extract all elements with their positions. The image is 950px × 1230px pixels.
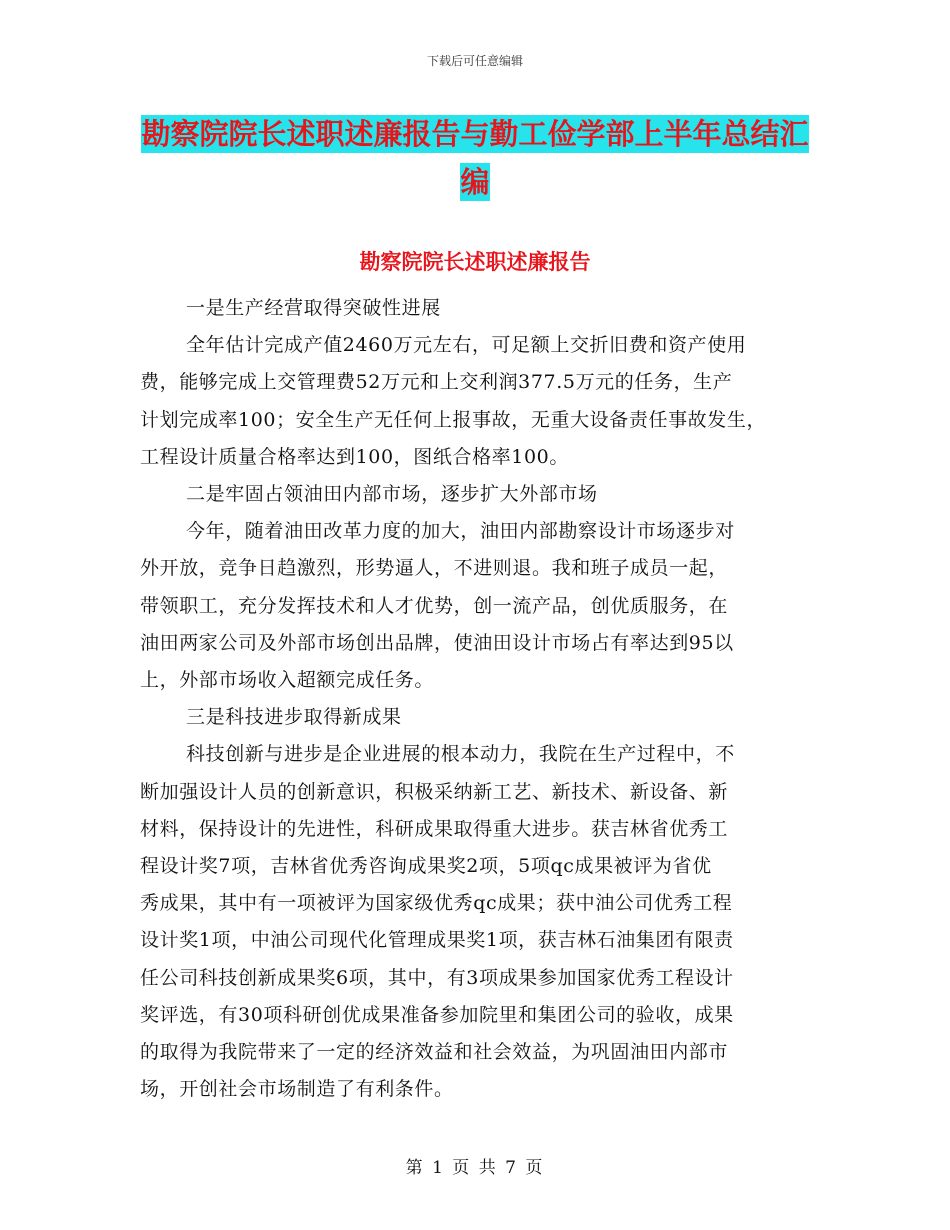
document-title-line-2: 编 (460, 165, 490, 199)
section-title: 勘察院院长述职述廉报告 (359, 250, 591, 274)
paragraph-line: 油田两家公司及外部市场创出品牌，使油田设计市场占有率达到95以 (140, 631, 734, 654)
paragraph-line: 任公司科技创新成果奖6项，其中，有3项成果参加国家优秀工程设计 (140, 966, 734, 989)
paragraph-heading: 二是牢固占领油田内部市场，逐步扩大外部市场 (186, 483, 598, 506)
paragraph-line: 秀成果，其中有一项被评为国家级优秀qc成果；获中油公司优秀工程 (140, 892, 733, 915)
paragraph-line: 费，能够完成上交管理费52万元和上交利润377.5万元的任务，生产 (140, 371, 733, 394)
paragraph-line: 场，开创社会市场制造了有利条件。 (140, 1078, 454, 1101)
paragraph-line: 科技创新与进步是企业进展的根本动力，我院在生产过程中，不 (186, 743, 735, 766)
paragraph-line: 带领职工，充分发挥技术和人才优势，创一流产品，创优质服务，在 (140, 594, 729, 617)
paragraph-line: 全年估计完成产值2460万元左右，可足额上交折旧费和资产使用 (186, 334, 747, 357)
paragraph-line: 设计奖1项，中油公司现代化管理成果奖1项，获吉林石油集团有限责 (140, 929, 734, 952)
page-footer: 第 1 页 共 7 页 (405, 1158, 545, 1178)
header-note: 下载后可任意编辑 (426, 54, 523, 68)
paragraph-line: 断加强设计人员的创新意识，积极采纳新工艺、新技术、新设备、新 (140, 780, 729, 803)
paragraph-line: 程设计奖7项，吉林省优秀咨询成果奖2项，5项qc成果被评为省优 (140, 855, 712, 878)
paragraph-line: 材料，保持设计的先进性，科研成果取得重大进步。获吉林省优秀工 (140, 817, 729, 840)
paragraph-heading: 一是生产经营取得突破性进展 (186, 297, 441, 319)
paragraph-heading: 三是科技进步取得新成果 (186, 706, 402, 729)
paragraph-line: 奖评选，有30项科研创优成果准备参加院里和集团公司的验收，成果 (140, 1003, 734, 1026)
paragraph-line: 外开放，竞争日趋激烈，形势逼人，不进则退。我和班子成员一起， (140, 557, 729, 580)
paragraph-line: 今年，随着油田改革力度的加大，油田内部勘察设计市场逐步对 (186, 520, 735, 543)
document-title-line-1: 勘察院院长述职述廉报告与勤工俭学部上半年总结汇 (141, 117, 809, 151)
report-body (140, 290, 820, 1108)
paragraph-line: 工程设计质量合格率达到100，图纸合格率100。 (140, 445, 569, 468)
document-title (140, 110, 810, 206)
paragraph-line: 上，外部市场收入超额完成任务。 (140, 669, 435, 692)
paragraph-line: 计划完成率100；安全生产无任何上报事故，无重大设备责任事故发生， (140, 408, 767, 431)
paragraph-line: 的取得为我院带来了一定的经济效益和社会效益，为巩固油田内部市 (140, 1041, 729, 1064)
